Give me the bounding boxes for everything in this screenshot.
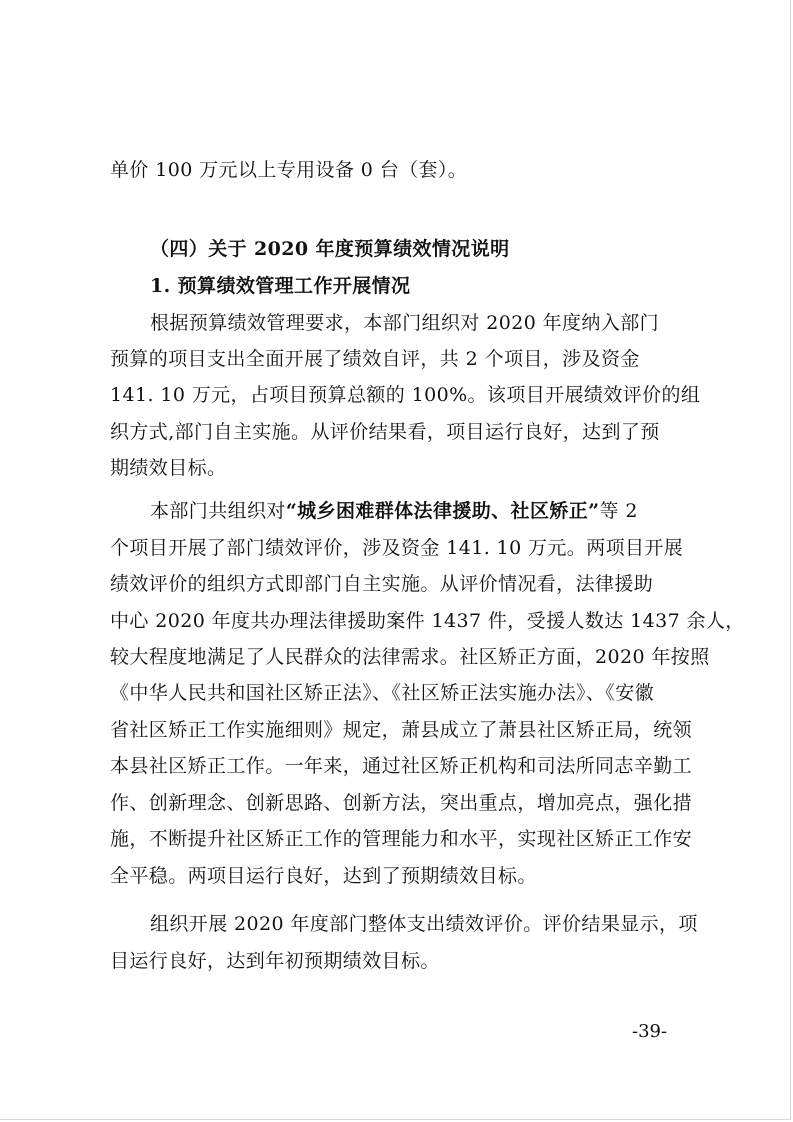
paragraph-line: 本县社区矫正工作。一年来，通过社区矫正机构和司法所同志辛勤工: [110, 755, 693, 777]
page-number: -39-: [632, 1021, 668, 1042]
paragraph-line: 141. 10 万元，占项目预算总额的 100%。该项目开展绩效评价的组: [110, 384, 701, 406]
paragraph-line: 预算的项目支出全面开展了绩效自评，共 2 个项目，涉及资金: [110, 348, 640, 370]
paragraph-line: 中心 2020 年度共办理法律援助案件 1437 件，受援人数达 1437 余人，: [110, 610, 745, 632]
paragraph-line: 省社区矫正工作实施细则》规定，萧县成立了萧县社区矫正局，统领: [110, 719, 693, 741]
paragraph-line: 《中华人民共和国社区矫正法》、《社区矫正法实施办法》、《安徽: [110, 682, 655, 704]
paragraph-line: 较大程度地满足了人民群众的法律需求。社区矫正方面，2020 年按照: [110, 646, 710, 668]
paragraph-line: 组织开展 2020 年度部门整体支出绩效评价。评价结果显示，项: [150, 913, 698, 935]
project-names: “城乡困难群体法律援助、社区矫正”: [285, 500, 600, 522]
paragraph-line: 绩效评价的组织方式即部门自主实施。从评价情况看，法律援助: [110, 573, 654, 595]
section-heading: （四）关于 2020 年度预算绩效情况说明: [150, 238, 510, 260]
paragraph-line: 个项目开展了部门绩效评价，涉及资金 141. 10 万元。两项目开展: [110, 537, 684, 559]
paragraph-text: 等 2: [599, 500, 638, 522]
paragraph-line: 作、创新理念、创新思路、创新方法，突出重点，增加亮点，强化措: [110, 792, 693, 814]
paragraph-line: 期绩效目标。: [110, 457, 227, 479]
paragraph-line: 目运行良好，达到年初预期绩效目标。: [110, 950, 440, 972]
paragraph-line: [150, 498, 638, 524]
paragraph-line: 织方式,部门自主实施。从评价结果看，项目运行良好，达到了预: [110, 421, 660, 443]
paragraph-line: 全平稳。两项目运行良好，达到了预期绩效目标。: [110, 865, 537, 887]
paragraph-line: 根据预算绩效管理要求，本部门组织对 2020 年度纳入部门: [150, 312, 660, 334]
subsection-heading: 1. 预算绩效管理工作开展情况: [150, 275, 411, 297]
paragraph-text: 本部门共组织对: [150, 500, 286, 522]
continuation-line: 单价 100 万元以上专用设备 0 台（套）。: [110, 159, 468, 181]
paragraph-line: 施，不断提升社区矫正工作的管理能力和水平，实现社区矫正工作安: [110, 828, 693, 850]
